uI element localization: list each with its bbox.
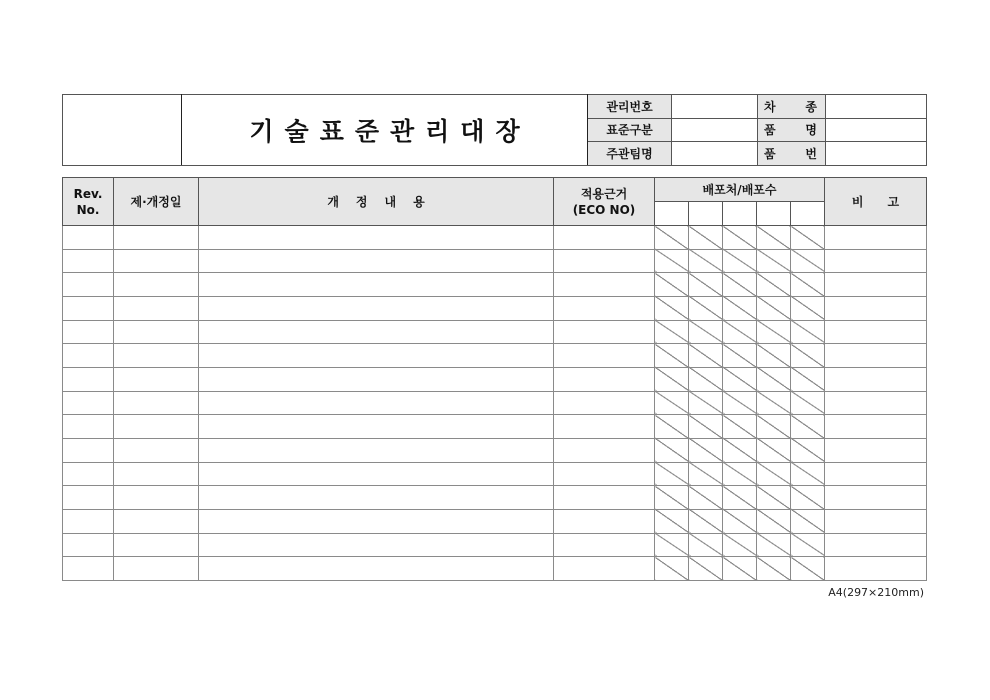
basis-cell[interactable] <box>554 509 655 533</box>
distribution-cell[interactable] <box>655 226 689 250</box>
car-type-label <box>758 95 826 119</box>
distribution-cell[interactable] <box>655 344 689 368</box>
distribution-cell[interactable] <box>655 462 689 486</box>
std-class-label: 표준구분 <box>588 118 672 142</box>
rev-no-cell[interactable] <box>63 273 114 297</box>
table-row <box>63 415 927 439</box>
distribution-cell[interactable] <box>655 296 689 320</box>
distribution-cell[interactable] <box>757 509 791 533</box>
date-cell[interactable] <box>114 438 199 462</box>
mgmt-no-value[interactable] <box>672 95 758 119</box>
remarks-cell[interactable] <box>825 249 927 273</box>
distribution-subheader[interactable] <box>791 202 825 226</box>
content-cell[interactable] <box>199 367 554 391</box>
col-remarks <box>825 178 927 226</box>
distribution-cell[interactable] <box>757 391 791 415</box>
basis-cell[interactable] <box>554 438 655 462</box>
table-row <box>63 391 927 415</box>
distribution-subheader[interactable] <box>655 202 689 226</box>
distribution-cell[interactable] <box>655 557 689 581</box>
car-type-char-1: 차 <box>764 99 776 114</box>
distribution-cell[interactable] <box>723 320 757 344</box>
distribution-cell[interactable] <box>757 320 791 344</box>
car-type-value[interactable] <box>826 95 927 119</box>
remarks-cell[interactable] <box>825 415 927 439</box>
distribution-cell[interactable] <box>791 367 825 391</box>
col-rev-line2: No. <box>76 202 100 217</box>
distribution-cell[interactable] <box>723 533 757 557</box>
rev-no-cell[interactable] <box>63 367 114 391</box>
table-row <box>63 320 927 344</box>
remarks-cell[interactable] <box>825 391 927 415</box>
distribution-cell[interactable] <box>689 273 723 297</box>
content-cell[interactable] <box>199 273 554 297</box>
rev-no-cell[interactable] <box>63 320 114 344</box>
remarks-cell[interactable] <box>825 226 927 250</box>
distribution-cell[interactable] <box>689 486 723 510</box>
remarks-cell[interactable] <box>825 344 927 368</box>
distribution-cell[interactable] <box>689 249 723 273</box>
table-row <box>63 367 927 391</box>
table-row <box>63 344 927 368</box>
remarks-cell[interactable] <box>825 320 927 344</box>
distribution-cell[interactable] <box>723 226 757 250</box>
distribution-cell[interactable] <box>791 296 825 320</box>
distribution-cell[interactable] <box>723 391 757 415</box>
distribution-cell[interactable] <box>791 226 825 250</box>
col-content <box>199 178 554 226</box>
mgmt-no-label: 관리번호 <box>588 95 672 119</box>
rev-no-cell[interactable] <box>63 462 114 486</box>
basis-cell[interactable] <box>554 415 655 439</box>
rev-no-cell[interactable] <box>63 226 114 250</box>
logo-area <box>63 95 182 166</box>
distribution-cell[interactable] <box>655 509 689 533</box>
content-cell[interactable] <box>199 509 554 533</box>
table-row <box>63 249 927 273</box>
col-basis-line2: (ECO NO) <box>572 202 636 217</box>
date-cell[interactable] <box>114 367 199 391</box>
basis-cell[interactable] <box>554 367 655 391</box>
part-name-char-2: 명 <box>805 123 817 138</box>
basis-cell[interactable] <box>554 226 655 250</box>
remarks-cell[interactable] <box>825 367 927 391</box>
date-cell[interactable] <box>114 509 199 533</box>
distribution-cell[interactable] <box>791 273 825 297</box>
date-cell[interactable] <box>114 557 199 581</box>
part-no-char-1: 품 <box>764 147 776 162</box>
rev-no-cell[interactable] <box>63 557 114 581</box>
distribution-cell[interactable] <box>655 533 689 557</box>
distribution-cell[interactable] <box>791 509 825 533</box>
date-cell[interactable] <box>114 226 199 250</box>
distribution-cell[interactable] <box>757 226 791 250</box>
distribution-cell[interactable] <box>791 249 825 273</box>
distribution-cell[interactable] <box>689 509 723 533</box>
distribution-cell[interactable] <box>757 533 791 557</box>
content-cell[interactable] <box>199 344 554 368</box>
remarks-cell[interactable] <box>825 533 927 557</box>
col-remarks-label: 비고 <box>851 194 924 209</box>
remarks-cell[interactable] <box>825 273 927 297</box>
rev-no-cell[interactable] <box>63 296 114 320</box>
basis-cell[interactable] <box>554 486 655 510</box>
distribution-cell[interactable] <box>723 486 757 510</box>
lead-team-label: 주관팀명 <box>588 142 672 166</box>
table-row <box>63 438 927 462</box>
distribution-cell[interactable] <box>689 391 723 415</box>
table-row <box>63 273 927 297</box>
distribution-cell[interactable] <box>757 344 791 368</box>
std-class-value[interactable] <box>672 118 758 142</box>
rev-no-cell[interactable] <box>63 344 114 368</box>
content-cell[interactable] <box>199 438 554 462</box>
part-no-label <box>758 142 826 166</box>
date-cell[interactable] <box>114 273 199 297</box>
distribution-cell[interactable] <box>791 438 825 462</box>
col-basis <box>554 178 655 226</box>
rev-no-cell[interactable] <box>63 486 114 510</box>
distribution-cell[interactable] <box>791 486 825 510</box>
paper-size-note: A4(297×210mm) <box>828 586 924 599</box>
basis-cell[interactable] <box>554 557 655 581</box>
distribution-cell[interactable] <box>723 249 757 273</box>
part-name-value[interactable] <box>826 118 927 142</box>
page-title: 기술표준관리대장 <box>249 117 531 146</box>
basis-cell[interactable] <box>554 344 655 368</box>
distribution-cell[interactable] <box>757 249 791 273</box>
col-distribution: 배포처/배포수 <box>655 178 825 202</box>
distribution-cell[interactable] <box>689 462 723 486</box>
date-cell[interactable] <box>114 533 199 557</box>
distribution-cell[interactable] <box>723 462 757 486</box>
content-cell[interactable] <box>199 557 554 581</box>
date-cell[interactable] <box>114 391 199 415</box>
distribution-cell[interactable] <box>689 557 723 581</box>
col-date: 제·개정일 <box>114 178 199 226</box>
content-cell[interactable] <box>199 296 554 320</box>
col-rev-line1: Rev. <box>73 186 103 201</box>
table-row <box>63 226 927 250</box>
content-cell[interactable] <box>199 320 554 344</box>
table-row <box>63 557 927 581</box>
distribution-cell[interactable] <box>723 415 757 439</box>
date-cell[interactable] <box>114 344 199 368</box>
distribution-cell[interactable] <box>655 367 689 391</box>
remarks-cell[interactable] <box>825 438 927 462</box>
header-table <box>62 94 927 166</box>
date-cell[interactable] <box>114 296 199 320</box>
distribution-cell[interactable] <box>757 296 791 320</box>
distribution-cell[interactable] <box>689 226 723 250</box>
distribution-cell[interactable] <box>689 344 723 368</box>
car-type-char-2: 종 <box>805 99 817 114</box>
distribution-cell[interactable] <box>757 462 791 486</box>
distribution-cell[interactable] <box>757 367 791 391</box>
distribution-cell[interactable] <box>791 557 825 581</box>
remarks-cell[interactable] <box>825 296 927 320</box>
content-cell[interactable] <box>199 533 554 557</box>
date-cell[interactable] <box>114 486 199 510</box>
title-cell <box>182 95 588 166</box>
col-basis-line1: 적용근거 <box>580 186 628 201</box>
rev-no-cell[interactable] <box>63 249 114 273</box>
distribution-cell[interactable] <box>689 296 723 320</box>
distribution-cell[interactable] <box>791 344 825 368</box>
col-rev-no <box>63 178 114 226</box>
distribution-cell[interactable] <box>757 486 791 510</box>
distribution-cell[interactable] <box>723 438 757 462</box>
revision-log-body <box>63 226 927 581</box>
col-content-label: 개정내용 <box>327 194 442 209</box>
distribution-cell[interactable] <box>655 273 689 297</box>
distribution-subheader[interactable] <box>757 202 791 226</box>
content-cell[interactable] <box>199 486 554 510</box>
remarks-cell[interactable] <box>825 486 927 510</box>
date-cell[interactable] <box>114 415 199 439</box>
distribution-cell[interactable] <box>689 438 723 462</box>
lead-team-value[interactable] <box>672 142 758 166</box>
rev-no-cell[interactable] <box>63 415 114 439</box>
table-row <box>63 462 927 486</box>
basis-cell[interactable] <box>554 320 655 344</box>
distribution-cell[interactable] <box>757 273 791 297</box>
distribution-cell[interactable] <box>655 415 689 439</box>
date-cell[interactable] <box>114 249 199 273</box>
remarks-cell[interactable] <box>825 557 927 581</box>
content-cell[interactable] <box>199 462 554 486</box>
distribution-cell[interactable] <box>757 415 791 439</box>
distribution-cell[interactable] <box>757 557 791 581</box>
content-cell[interactable] <box>199 415 554 439</box>
content-cell[interactable] <box>199 249 554 273</box>
distribution-cell[interactable] <box>723 557 757 581</box>
date-cell[interactable] <box>114 320 199 344</box>
rev-no-cell[interactable] <box>63 438 114 462</box>
distribution-cell[interactable] <box>723 344 757 368</box>
content-cell[interactable] <box>199 226 554 250</box>
distribution-cell[interactable] <box>791 415 825 439</box>
part-no-value[interactable] <box>826 142 927 166</box>
distribution-cell[interactable] <box>689 320 723 344</box>
distribution-cell[interactable] <box>723 509 757 533</box>
basis-cell[interactable] <box>554 249 655 273</box>
revision-log-table <box>62 177 927 581</box>
remarks-cell[interactable] <box>825 462 927 486</box>
distribution-subheader[interactable] <box>689 202 723 226</box>
rev-no-cell[interactable] <box>63 509 114 533</box>
distribution-cell[interactable] <box>723 296 757 320</box>
basis-cell[interactable] <box>554 533 655 557</box>
distribution-cell[interactable] <box>655 391 689 415</box>
distribution-cell[interactable] <box>655 249 689 273</box>
table-row <box>63 486 927 510</box>
remarks-cell[interactable] <box>825 509 927 533</box>
distribution-cell[interactable] <box>655 486 689 510</box>
distribution-cell[interactable] <box>655 438 689 462</box>
basis-cell[interactable] <box>554 296 655 320</box>
date-cell[interactable] <box>114 462 199 486</box>
basis-cell[interactable] <box>554 462 655 486</box>
distribution-cell[interactable] <box>723 273 757 297</box>
distribution-cell[interactable] <box>689 533 723 557</box>
distribution-cell[interactable] <box>757 438 791 462</box>
part-no-char-2: 번 <box>805 147 817 162</box>
rev-no-cell[interactable] <box>63 391 114 415</box>
distribution-cell[interactable] <box>791 391 825 415</box>
part-name-label <box>758 118 826 142</box>
distribution-subheader[interactable] <box>723 202 757 226</box>
distribution-cell[interactable] <box>791 533 825 557</box>
rev-no-cell[interactable] <box>63 533 114 557</box>
basis-cell[interactable] <box>554 273 655 297</box>
distribution-cell[interactable] <box>655 320 689 344</box>
distribution-cell[interactable] <box>689 415 723 439</box>
table-row <box>63 296 927 320</box>
part-name-char-1: 품 <box>764 123 776 138</box>
distribution-cell[interactable] <box>791 462 825 486</box>
table-row <box>63 533 927 557</box>
table-row <box>63 509 927 533</box>
basis-cell[interactable] <box>554 391 655 415</box>
distribution-cell[interactable] <box>723 367 757 391</box>
distribution-cell[interactable] <box>791 320 825 344</box>
distribution-cell[interactable] <box>689 367 723 391</box>
content-cell[interactable] <box>199 391 554 415</box>
